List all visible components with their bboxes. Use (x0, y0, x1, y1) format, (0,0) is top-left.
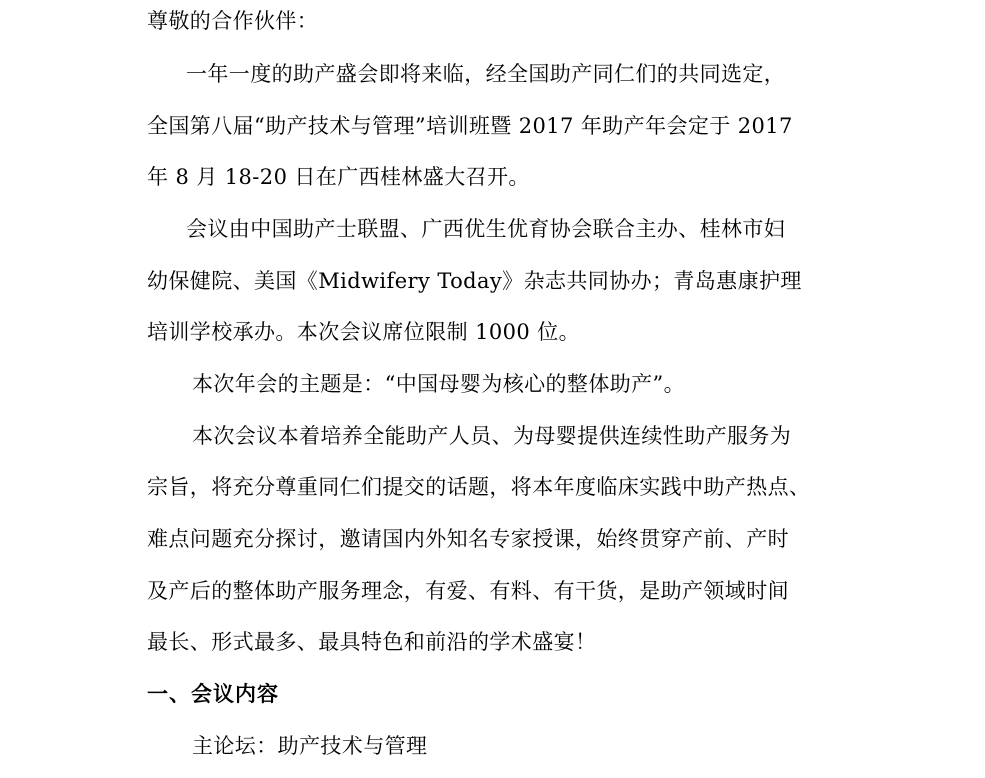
paragraph-line: 最长、形式最多、最具特色和前沿的学术盛宴！ (147, 630, 597, 654)
paragraph-line: 培训学校承办。本次会议席位限制 1000 位。 (147, 320, 580, 344)
paragraph-line: 及产后的整体助产服务理念，有爱、有料、有干货，是助产领域时间 (147, 579, 789, 603)
section-item: 主论坛：助产技术与管理 (192, 734, 428, 758)
salutation: 尊敬的合作伙伴： (147, 9, 319, 33)
section-heading: 一、会议内容 (147, 681, 279, 706)
paragraph-line: 本次年会的主题是：“中国母婴为核心的整体助产”。 (192, 372, 686, 396)
paragraph-line: 宗旨，将充分尊重同仁们提交的话题，将本年度临床实践中助产热点、 (147, 475, 811, 499)
paragraph-line: 难点问题充分探讨，邀请国内外知名专家授课，始终贯穿产前、产时 (147, 527, 789, 551)
paragraph-line: 会议由中国助产士联盟、广西优生优育协会联合主办、桂林市妇 (186, 217, 786, 241)
paragraph-line: 全国第八届“助产技术与管理”培训班暨 2017 年助产年会定于 2017 (147, 114, 793, 138)
paragraph-line: 本次会议本着培养全能助产人员、为母婴提供连续性助产服务为 (192, 424, 792, 448)
paragraph-line: 幼保健院、美国《Midwifery Today》杂志共同协办；青岛惠康护理 (147, 269, 802, 293)
paragraph-line: 一年一度的助产盛会即将来临，经全国助产同仁们的共同选定， (186, 62, 786, 86)
paragraph-line: 年 8 月 18-20 日在广西桂林盛大召开。 (147, 165, 530, 189)
